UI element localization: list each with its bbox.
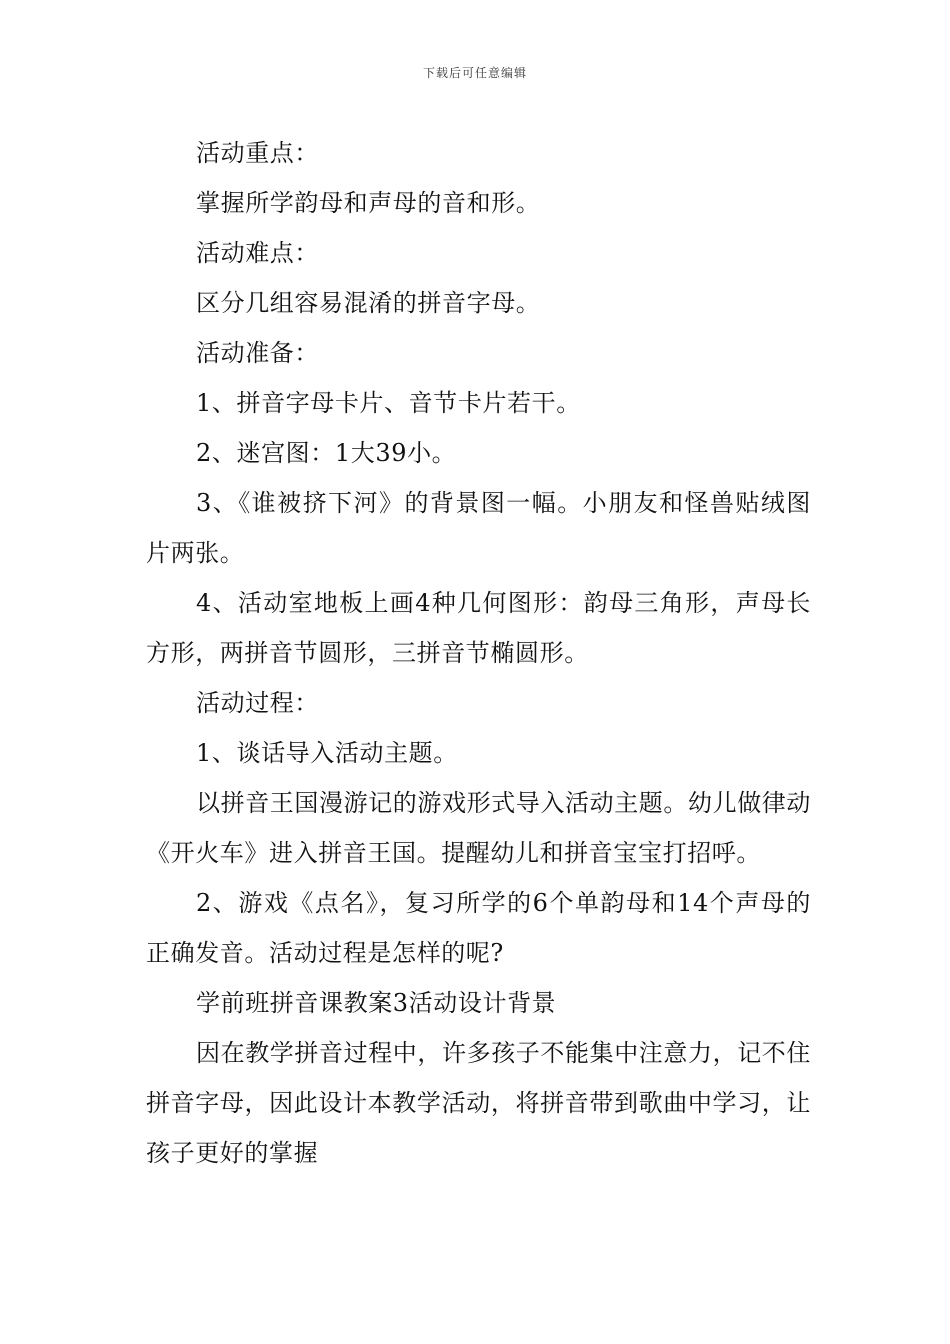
page-header-note: 下载后可任意编辑 [422,66,527,80]
paragraph-key-points-text: 掌握所学韵母和声母的音和形。 [196,189,541,217]
heading-preparation: 活动准备： [196,339,319,367]
process-step-2: 2、游戏《点名》，复习所学的6个单韵母和14个声母的正确发音。活动过程是怎样的呢? [146,889,811,967]
preparation-item-4: 4、活动室地板上画4种几何图形：韵母三角形，声母长方形，两拼音节圆形，三拼音节椭圆形。 [146,589,811,667]
preparation-item-2: 2、迷宫图：1大39小。 [196,439,457,467]
process-step-1-text: 以拼音王国漫游记的游戏形式导入活动主题。幼儿做律动《开火车》进入拼音王国。提醒幼儿和拼音宝宝打招呼。 [146,789,811,867]
heading-key-points: 活动重点： [196,139,319,167]
preparation-item-3: 3、《谁被挤下河》的背景图一幅。小朋友和怪兽贴绒图片两张。 [146,489,811,567]
heading-difficult-points: 活动难点： [196,239,319,267]
paragraph-difficult-points-text: 区分几组容易混淆的拼音字母。 [196,289,541,317]
document-body [146,128,811,1178]
preparation-item-1: 1、拼音字母卡片、音节卡片若干。 [196,389,581,417]
lesson-3-background-text: 因在教学拼音过程中，许多孩子不能集中注意力，记不住拼音字母，因此设计本教学活动，将拼音带到歌曲中学习，让孩子更好的掌握 [146,1039,811,1167]
heading-process: 活动过程： [196,689,319,717]
lesson-3-title: 学前班拼音课教案3活动设计背景 [196,989,557,1017]
process-step-1: 1、谈话导入活动主题。 [196,739,458,767]
